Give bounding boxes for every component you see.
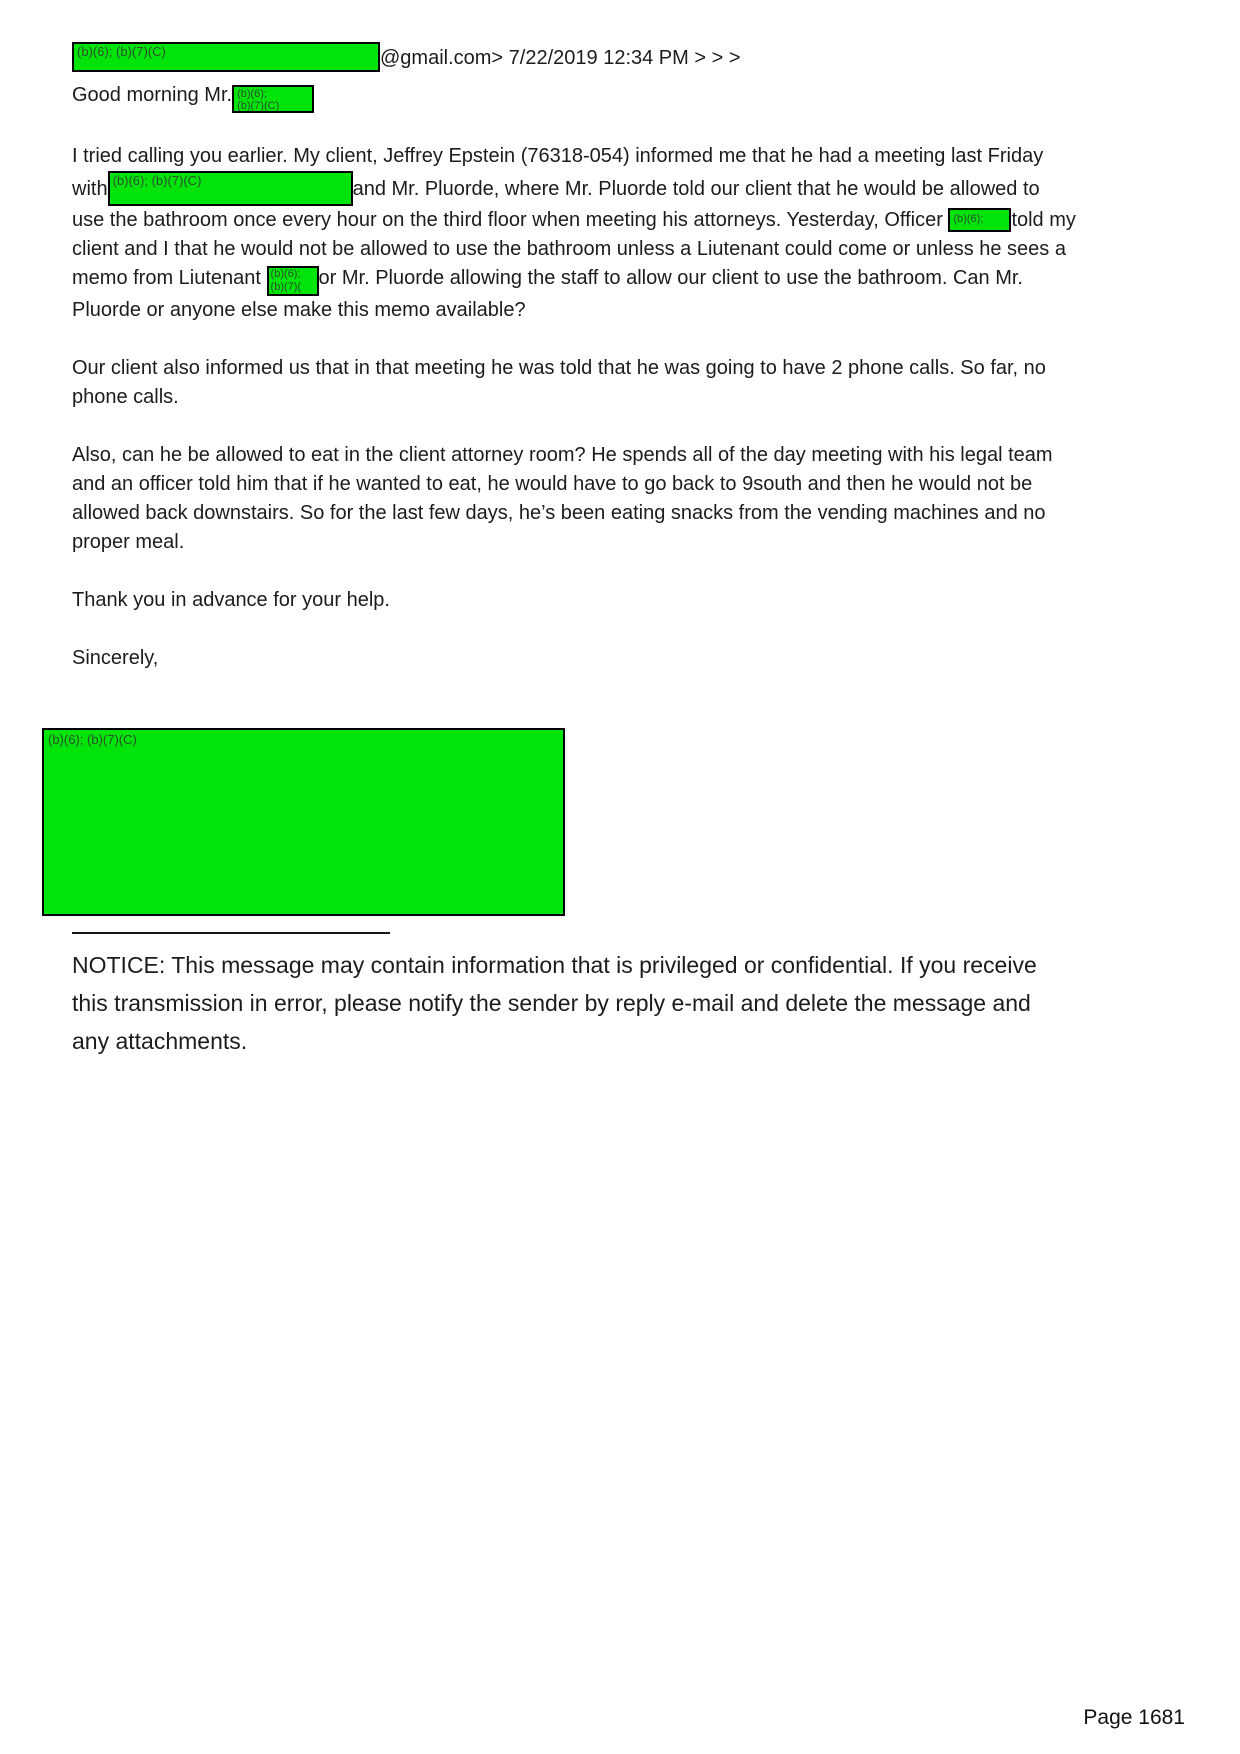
redaction-exemption-label: (b)(6); [270,268,301,280]
redaction-exemption-label: (b)(6); (b)(7)(C) [112,173,202,188]
greeting-text: Good morning Mr. [72,84,233,106]
redaction-box-greeting-name [232,85,314,113]
confidentiality-notice: NOTICE: This message may contain information that is privileged or confidential. If you receive this transmission in error, please notify the sender by reply e-mail and delete the message and any attachments. [72,952,1037,1054]
redaction-box-sender [72,42,380,72]
redaction-box-officer-name [948,208,1011,232]
email-sender-suffix: @gmail.com> 7/22/2019 12:34 PM > > > [380,47,741,69]
p1-text-2: and Mr. Pluorde, where Mr. Pluorde told our client that he would be allowed to use the bathroom once every hour on the third floor when meeting his attorneys. Yesterday, Officer [72,178,1040,231]
redaction-exemption-label: (b)(6); (b)(7)(C) [48,732,137,747]
redaction-box-attendee [108,171,353,206]
email-paragraph-3: Also, can he be allowed to eat in the client attorney room? He spends all of the day meeting with his legal team and an officer told him that if he wanted to eat, he would have to go back to 9south and then he would not be allowed back downstairs. So for the last few days, he’s been eating snacks from the vending machines and no proper meal. [72,444,1053,553]
p1-text-3: told my client and I that he would not be allowed to use the bathroom unless a Liutenant could come or unless he sees a memo from Liutenant [72,209,1076,289]
email-paragraph-1 [72,142,1077,325]
redaction-exemption-label: (b)(7)(C) [237,100,280,112]
redaction-exemption-label: (b)(6); (b)(7)(C) [77,44,166,59]
redaction-box-signature [42,728,565,916]
email-signoff: Sincerely, [72,647,159,669]
email-header-line [72,42,1180,73]
redaction-exemption-label: (b)(6); [953,213,984,225]
redaction-box-lieutenant-name [267,266,319,296]
email-greeting-line [72,81,1180,113]
redaction-exemption-label: (b)(7)( [270,281,302,293]
email-paragraph-thanks: Thank you in advance for your help. [72,589,390,611]
p1-text-4: or Mr. Pluorde allowing the staff to allow our client to use the bathroom. Can Mr. Pluorde or anyone else make this memo available? [72,267,1023,321]
page-number: Page 1681 [1083,1706,1185,1729]
redaction-exemption-label: (b)(6); [237,88,268,100]
signature-divider [72,932,390,934]
p1-text-1: I tried calling you earlier. My client, Jeffrey Epstein (76318-054) informed me that he had a meeting last Friday with [72,145,1044,200]
email-paragraph-2: Our client also informed us that in that meeting he was told that he was going to have 2 phone calls. So far, no phone calls. [72,357,1046,408]
